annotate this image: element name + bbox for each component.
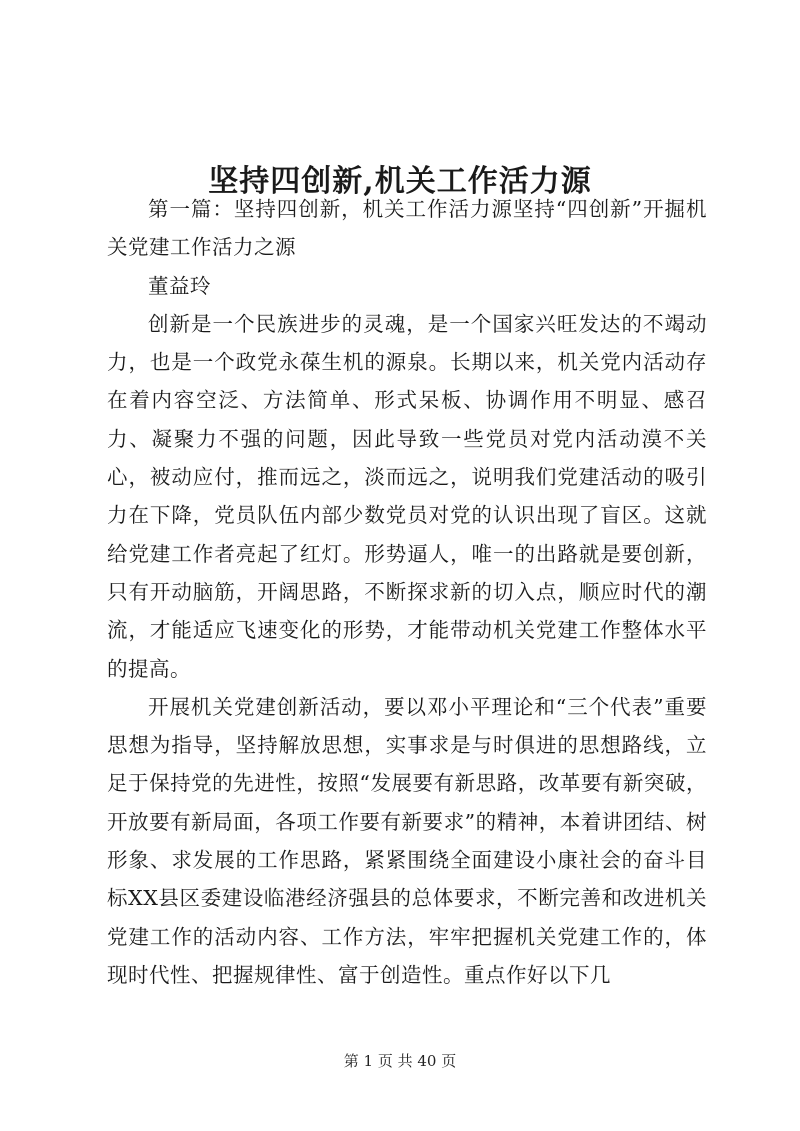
document-title: 坚持四创新,机关工作活力源 — [208, 164, 592, 200]
document-body — [107, 190, 707, 994]
paragraph-heading: 第一篇：坚持四创新，机关工作活力源坚持“四创新”开掘机关党建工作活力之源 — [107, 197, 707, 260]
page-footer: 第 1 页 共 40 页 — [343, 1052, 457, 1070]
paragraph-intro: 创新是一个民族进步的灵魂，是一个国家兴旺发达的不竭动力，也是一个政党永葆生机的源泉。长期以来，机关党内活动存在着内容空泛、方法简单、形式呆板、协调作用不明显、感召力、凝聚力不强的问题，因此导致一些党员对党内活动漠不关心，被动应付，推而远之，淡而远之，说明我们党建活动的吸引力在下降，党员队伍内部少数党员对党的认识出现了盲区。这就给党建工作者亮起了红灯。形势逼人，唯一的出路就是要创新，只有开动脑筋，开阔思路，不断探求新的切入点，顺应时代的潮流，才能适应飞速变化的形势，才能带动机关党建工作整体水平的提高。 — [107, 311, 707, 681]
paragraph-author: 董益玲 — [148, 273, 211, 298]
paragraph-main: 开展机关党建创新活动，要以邓小平理论和“三个代表”重要思想为指导，坚持解放思想，实事求是与时俱进的思想路线，立足于保持党的先进性，按照“发展要有新思路，改革要有新突破，开放要有新局面，各项工作要有新要求”的精神，本着讲团结、树形象、求发展的工作思路，紧紧围绕全面建设小康社会的奋斗目标XX县区委建设临港经济强县的总体要求，不断完善和改进机关党建工作的活动内容、工作方法，牢牢把握机关党建工作的，体现时代性、把握规律性、富于创造性。重点作好以下几 — [107, 694, 707, 987]
